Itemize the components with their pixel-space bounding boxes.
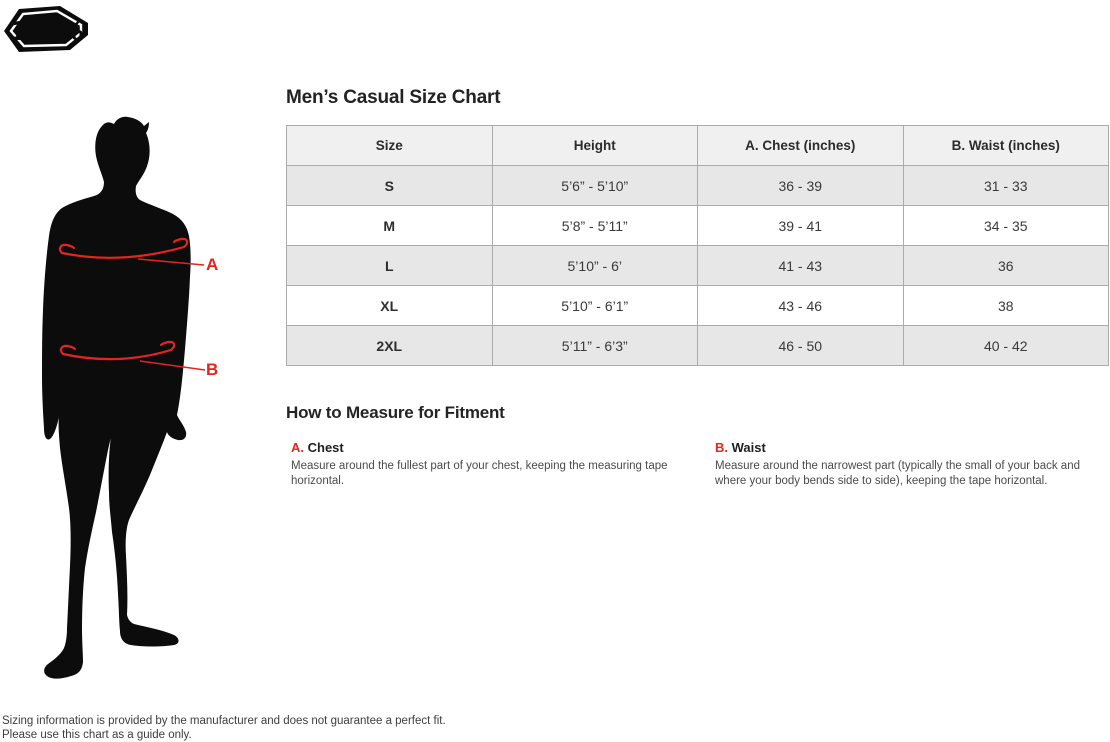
size-chart-table: [286, 125, 1109, 366]
body-measurement-figure: [38, 114, 228, 689]
male-silhouette: [42, 117, 191, 679]
measure-item-heading: [291, 440, 711, 455]
table-cell: XL: [287, 286, 493, 326]
table-header: [287, 126, 1109, 166]
table-cell: 5’10” - 6’1”: [492, 286, 698, 326]
table-cell: L: [287, 246, 493, 286]
figure-label-b: B: [206, 360, 219, 379]
table-cell: 5’11” - 6’3”: [492, 326, 698, 366]
table-cell: 2XL: [287, 326, 493, 366]
measure-description-chest: Measure around the fullest part of your chest, keeping the measuring tape horizontal.: [291, 460, 668, 488]
table-row: [287, 326, 1109, 366]
measure-description-waist: Measure around the narrowest part (typically the small of your back and where your body bends side to side), keeping the tape horizontal.: [715, 460, 1080, 488]
page-title: Men’s Casual Size Chart: [286, 87, 501, 108]
table-cell: 5’6” - 5’10”: [492, 166, 698, 206]
table-cell: 31 - 33: [903, 166, 1109, 206]
measure-section-title: How to Measure for Fitment: [286, 403, 505, 422]
sizing-disclaimer: [2, 714, 446, 742]
table-row: [287, 166, 1109, 206]
brand-logo-text: 100%: [9, 17, 83, 47]
brand-logo-icon: [2, 4, 90, 54]
measure-label-chest: Chest: [307, 440, 344, 455]
table-row: [287, 286, 1109, 326]
disclaimer-line-1: Sizing information is provided by the manufacturer and does not guarantee a perfect fit.: [2, 715, 446, 727]
measure-letter-a: A.: [291, 440, 304, 455]
measure-item-waist: [715, 440, 1107, 490]
column-header-size: Size: [287, 126, 493, 166]
column-header-waist: B. Waist (inches): [903, 126, 1109, 166]
column-header-chest: A. Chest (inches): [698, 126, 904, 166]
table-cell: S: [287, 166, 493, 206]
measure-letter-b: B.: [715, 440, 728, 455]
table-cell: 38: [903, 286, 1109, 326]
column-header-height: Height: [492, 126, 698, 166]
disclaimer-line-2: Please use this chart as a guide only.: [2, 729, 192, 742]
table-cell: 5’8” - 5’11”: [492, 206, 698, 246]
table-cell: 34 - 35: [903, 206, 1109, 246]
table-cell: 36: [903, 246, 1109, 286]
table-cell: 43 - 46: [698, 286, 904, 326]
table-cell: M: [287, 206, 493, 246]
table-cell: 39 - 41: [698, 206, 904, 246]
table-cell: 46 - 50: [698, 326, 904, 366]
table-row: [287, 246, 1109, 286]
table-cell: 36 - 39: [698, 166, 904, 206]
measure-item-chest: [291, 440, 711, 490]
table-cell: 41 - 43: [698, 246, 904, 286]
figure-label-a: A: [206, 255, 219, 274]
measure-label-waist: Waist: [731, 440, 766, 455]
table-cell: 5’10” - 6’: [492, 246, 698, 286]
table-row: [287, 206, 1109, 246]
measure-item-heading: [715, 440, 1107, 455]
table-cell: 40 - 42: [903, 326, 1109, 366]
